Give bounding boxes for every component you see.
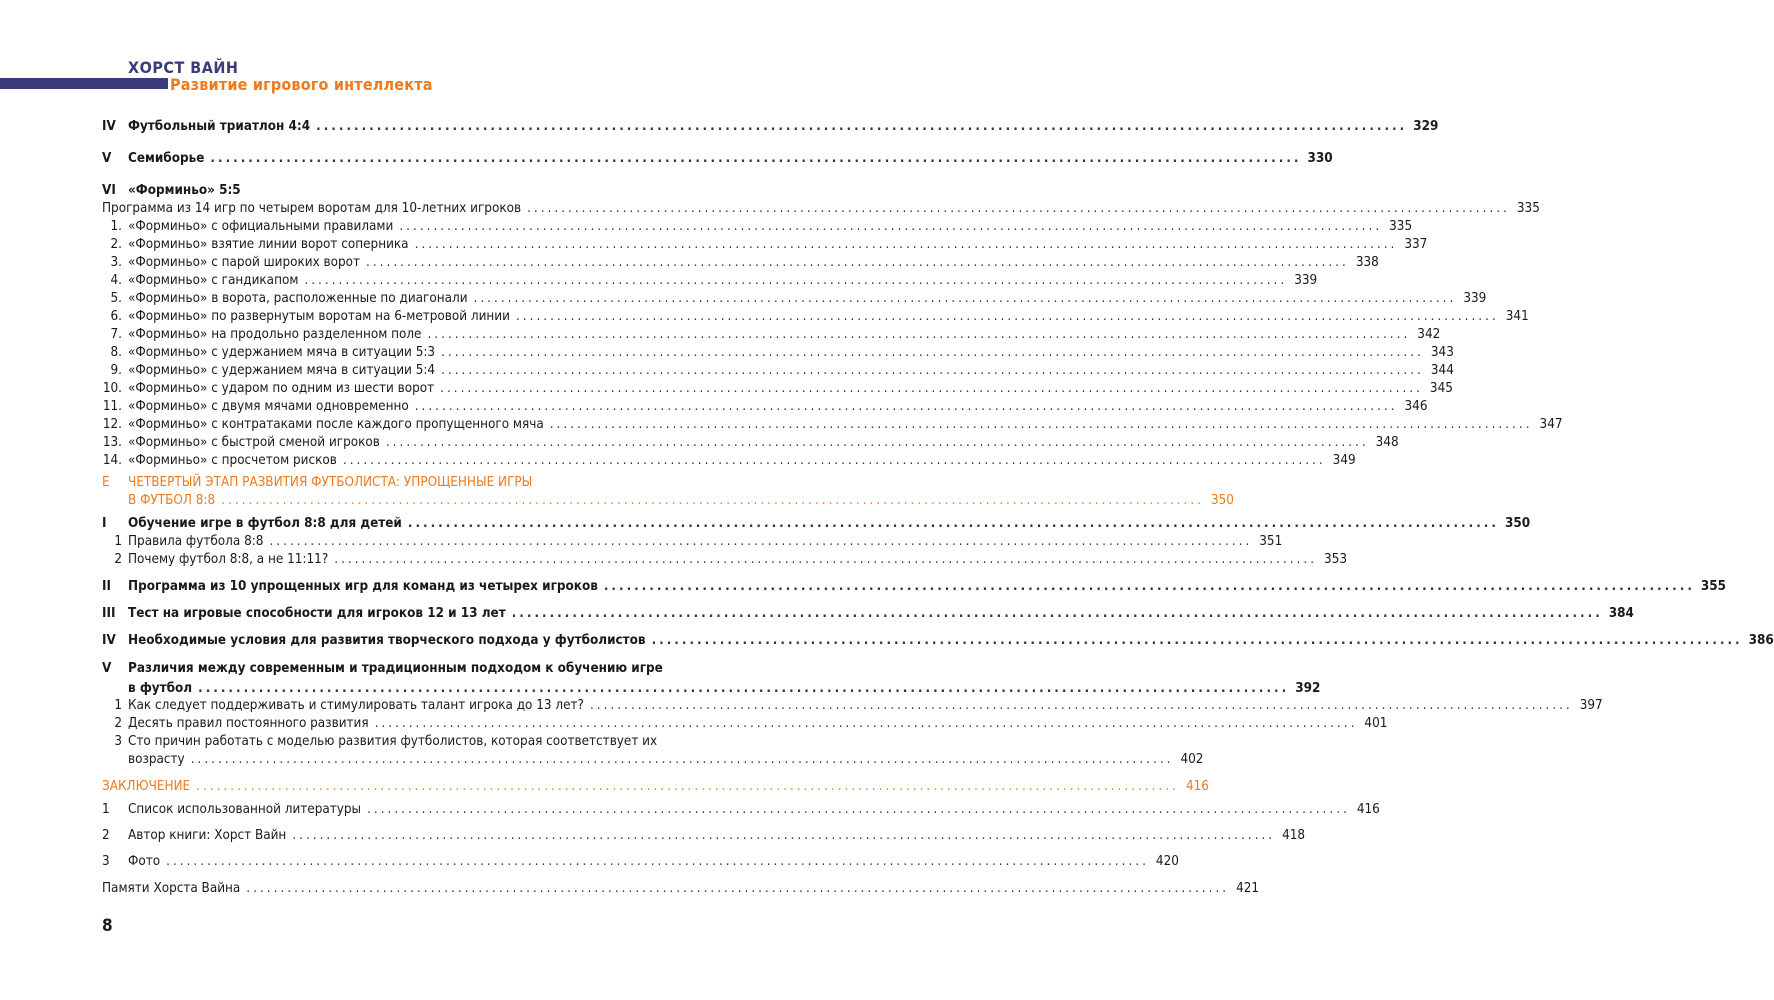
toc-leader-dots: ................................................................................................................................................ <box>473 291 1457 306</box>
toc-entry-page: 335 <box>1389 219 1413 234</box>
toc-entry-title: Памяти Хорста Вайна <box>102 881 241 896</box>
toc-entry-page: 337 <box>1404 237 1428 252</box>
toc-entry-number: V <box>102 661 112 676</box>
toc-entry-number: 9. <box>110 363 122 378</box>
toc-entry-number: 1 <box>114 534 122 549</box>
toc-entry <box>102 452 1356 470</box>
toc-entry-title: «Форминьо» с гандикапом <box>128 273 299 288</box>
toc-entry <box>102 680 1321 698</box>
toc-entry-title: «Форминьо» с двумя мячами одновременно <box>128 399 409 414</box>
toc-entry <box>102 308 1529 326</box>
toc-entry-page: 345 <box>1429 381 1453 396</box>
toc-entry-title: ЧЕТВЕРТЫЙ ЭТАП РАЗВИТИЯ ФУТБОЛИСТА: УПРОЩЕННЫЕ ИГРЫ <box>128 475 533 490</box>
toc-leader-dots: ................................................................................................................................................ <box>427 327 1411 342</box>
toc-entry <box>102 182 690 200</box>
toc-entry-number: I <box>102 516 107 531</box>
toc-entry-title: «Форминьо» с просчетом рисков <box>128 453 337 468</box>
toc-entry-title: Как следует поддерживать и стимулировать талант игрока до 13 лет? <box>128 698 584 713</box>
toc-entry-number: 1 <box>102 802 110 817</box>
toc-entry-number: IV <box>102 119 116 134</box>
toc-entry-page: 343 <box>1430 345 1454 360</box>
toc-entry-title: «Форминьо» взятие линии ворот соперника <box>128 237 409 252</box>
toc-leader-dots: ................................................................................................................................................ <box>374 716 1358 731</box>
toc-entry-page: 335 <box>1516 201 1540 216</box>
toc-entry <box>102 515 1531 533</box>
toc-entry-page: 397 <box>1579 698 1603 713</box>
toc-entry-page: 416 <box>1185 779 1209 794</box>
toc-leader-dots: ................................................................................................................................................ <box>603 579 1695 594</box>
toc-entry-title: Тест на игровые способности для игроков 12 и 13 лет <box>128 606 506 621</box>
toc-leader-dots: ................................................................................................................................................ <box>196 779 1179 794</box>
toc-entry-number: 13. <box>102 435 122 450</box>
toc-entry-title: Программа из 14 игр по четырем воротам для 10-летних игроков <box>102 201 522 216</box>
toc-entry-title: Необходимые условия для развития творческого подхода у футболистов <box>128 633 646 648</box>
toc-leader-dots: ................................................................................................................................................ <box>210 151 1302 166</box>
toc-entry-number: 3 <box>114 734 122 749</box>
toc-entry-number: 2 <box>102 828 110 843</box>
toc-leader-dots: ................................................................................................................................................ <box>440 381 1423 396</box>
toc-leader-dots: ................................................................................................................................................ <box>407 516 1499 531</box>
toc-entry-title: Футбольный триатлон 4:4 <box>128 119 311 134</box>
toc-entry-title: «Форминьо» с парой широких ворот <box>128 255 361 270</box>
toc-entry-title: Программа из 10 упрощенных игр для команд из четырех игроков <box>128 579 598 594</box>
toc-entry-number: 10. <box>102 381 122 396</box>
toc-entry-title: Правила футбола 8:8 <box>128 534 264 549</box>
toc-entry-page: 347 <box>1539 417 1563 432</box>
toc-leader-dots: ................................................................................................................................................ <box>441 363 1424 378</box>
book-subtitle: Развитие игрового интеллекта <box>170 75 433 94</box>
toc-entry-title: «Форминьо» по развернутым воротам на 6-метровой линии <box>128 309 510 324</box>
toc-leader-dots: ................................................................................................................................................ <box>342 453 1326 468</box>
toc-entry-title: Автор книги: Хорст Вайн <box>128 828 287 843</box>
toc-entry-title: Почему футбол 8:8, а не 11:11? <box>128 552 329 567</box>
toc-leader-dots: ................................................................................................................................................ <box>651 633 1743 648</box>
toc-leader-dots: ................................................................................................................................................ <box>399 219 1383 234</box>
toc-entry-number: 2 <box>114 716 122 731</box>
toc-entry-title: «Форминьо» с контратаками после каждого пропущенного мяча <box>128 417 544 432</box>
toc-entry-number: 5. <box>110 291 122 306</box>
toc-entry <box>102 697 1603 715</box>
toc-entry <box>102 880 1260 898</box>
toc-entry-page: 392 <box>1295 681 1321 696</box>
toc-entry-number: II <box>102 579 111 594</box>
toc-entry <box>102 492 1234 510</box>
toc-entry-page: 350 <box>1504 516 1531 531</box>
toc-leader-dots: ................................................................................................................................................ <box>316 119 1408 134</box>
toc-entry-number: VI <box>102 183 116 198</box>
toc-entry-title: Сто причин работать с моделью развития футболистов, которая соответствует их <box>128 734 658 749</box>
toc-leader-dots: ................................................................................................................................................ <box>334 552 1318 567</box>
toc-entry-title: «Форминьо» с удержанием мяча в ситуации 5:3 <box>128 345 436 360</box>
toc-leader-dots: ................................................................................................................................................ <box>414 237 1398 252</box>
toc-entry <box>102 290 1487 308</box>
toc-entry-page: 353 <box>1324 552 1348 567</box>
toc-entry-page: 341 <box>1505 309 1529 324</box>
author-name: ХОРСТ ВАЙН <box>128 58 239 77</box>
toc-leader-dots: ................................................................................................................................................ <box>511 606 1603 621</box>
toc-entry <box>102 236 1428 254</box>
toc-leader-dots: ................................................................................................................................................ <box>292 828 1276 843</box>
toc-leader-dots: ................................................................................................................................................ <box>269 534 1253 549</box>
toc-entry-title: Семиборье <box>128 151 205 166</box>
toc-entry <box>102 551 1348 569</box>
toc-entry-page: 355 <box>1700 579 1727 594</box>
toc-entry <box>102 344 1454 362</box>
toc-entry-title: «Форминьо» с ударом по одним из шести ворот <box>128 381 435 396</box>
toc-entry-page: 351 <box>1259 534 1283 549</box>
toc-leader-dots: ................................................................................................................................................ <box>221 493 1204 508</box>
toc-entry-number: 8. <box>110 345 122 360</box>
toc-entry-number: 1 <box>114 698 122 713</box>
toc-entry-page: 384 <box>1608 606 1634 621</box>
toc-entry-number: 12. <box>102 417 122 432</box>
toc-entry-number: 2 <box>114 552 122 567</box>
toc-entry <box>102 474 690 492</box>
toc-entry-page: 339 <box>1294 273 1318 288</box>
toc-leader-dots: ................................................................................................................................................ <box>190 752 1174 767</box>
toc-entry-number: 3. <box>110 255 122 270</box>
toc-entry <box>102 380 1453 398</box>
toc-entry <box>102 272 1318 290</box>
toc-leader-dots: ................................................................................................................................................ <box>166 854 1149 869</box>
toc-entry-number: E <box>102 475 110 490</box>
toc-entry-title: «Форминьо» с официальными правилами <box>128 219 394 234</box>
toc-leader-dots: ................................................................................................................................................ <box>304 273 1288 288</box>
toc-entry-page: 342 <box>1417 327 1441 342</box>
toc-entry <box>102 362 1454 380</box>
toc-entry <box>102 715 1388 733</box>
toc-entry-number: 6. <box>110 309 122 324</box>
toc-entry <box>102 605 1634 623</box>
toc-entry-title: ЗАКЛЮЧЕНИЕ <box>102 779 191 794</box>
toc-entry-number: V <box>102 151 112 166</box>
toc-entry-page: 350 <box>1210 493 1234 508</box>
toc-entry-page: 338 <box>1355 255 1379 270</box>
toc-entry-number: 3 <box>102 854 110 869</box>
toc-entry-number: 7. <box>110 327 122 342</box>
toc-entry-title: «Форминьо» 5:5 <box>128 183 241 198</box>
toc-entry-page: 401 <box>1364 716 1388 731</box>
toc-entry-page: 418 <box>1282 828 1306 843</box>
toc-leader-dots: ................................................................................................................................................ <box>527 201 1510 216</box>
toc-entry-title: Фото <box>128 854 161 869</box>
toc-entry <box>102 827 1306 845</box>
toc-entry-number: 14. <box>102 453 122 468</box>
toc-entry-page: 346 <box>1404 399 1428 414</box>
toc-entry-page: 344 <box>1430 363 1454 378</box>
toc-entry <box>102 326 1441 344</box>
toc-leader-dots: ................................................................................................................................................ <box>246 881 1230 896</box>
toc-entry-page: 330 <box>1307 151 1333 166</box>
toc-entry-page: 421 <box>1236 881 1260 896</box>
toc-entry-number: 11. <box>102 399 122 414</box>
toc-entry <box>102 416 1563 434</box>
toc-entry <box>102 853 1179 871</box>
toc-entry-page: 349 <box>1332 453 1356 468</box>
toc-entry-number: IV <box>102 633 116 648</box>
toc-entry <box>102 751 1204 769</box>
toc-leader-dots: ................................................................................................................................................ <box>367 802 1350 817</box>
toc-leader-dots: ................................................................................................................................................ <box>198 681 1290 696</box>
toc-entry-page: 386 <box>1748 633 1774 648</box>
toc-entry-page: 339 <box>1463 291 1487 306</box>
toc-entry-title: В ФУТБОЛ 8:8 <box>128 493 216 508</box>
toc-entry-title: «Форминьо» на продольно разделенном поле <box>128 327 422 342</box>
toc-entry-title: Десять правил постоянного развития <box>128 716 369 731</box>
toc-leader-dots: ................................................................................................................................................ <box>515 309 1499 324</box>
running-header <box>0 58 759 100</box>
toc-entry-title: Обучение игре в футбол 8:8 для детей <box>128 516 402 531</box>
toc-entry-number: 2. <box>110 237 122 252</box>
toc-entry <box>102 200 1540 218</box>
toc-entry-title: «Форминьо» в ворота, расположенные по диагонали <box>128 291 468 306</box>
toc-leader-dots: ................................................................................................................................................ <box>366 255 1349 270</box>
toc-entry-title: Различия между современным и традиционным подходом к обучению игре <box>128 661 663 676</box>
page-number: 8 <box>102 916 113 936</box>
toc-leader-dots: ................................................................................................................................................ <box>385 435 1369 450</box>
toc-entry <box>102 660 690 678</box>
toc-entry-title: в футбол <box>128 681 193 696</box>
toc-entry <box>102 254 1379 272</box>
toc-entry-page: 420 <box>1155 854 1179 869</box>
toc-entry <box>102 632 1774 650</box>
toc-entry <box>102 801 1380 819</box>
toc-leader-dots: ................................................................................................................................................ <box>441 345 1424 360</box>
toc-entry-title: «Форминьо» с быстрой сменой игроков <box>128 435 380 450</box>
toc-leader-dots: ................................................................................................................................................ <box>414 399 1398 414</box>
toc-entry <box>102 398 1428 416</box>
toc-leader-dots: ................................................................................................................................................ <box>549 417 1533 432</box>
toc-entry <box>102 778 1209 796</box>
toc-entry <box>102 118 1439 136</box>
toc-entry-page: 416 <box>1356 802 1380 817</box>
toc-entry-number: 1. <box>110 219 122 234</box>
toc-entry-page: 329 <box>1413 119 1439 134</box>
toc-entry <box>102 218 1413 236</box>
header-color-band <box>0 78 168 89</box>
toc-entry-title: «Форминьо» с удержанием мяча в ситуации 5:4 <box>128 363 436 378</box>
toc-entry-page: 348 <box>1375 435 1399 450</box>
toc-entry <box>102 434 1399 452</box>
toc-entry-number: 4. <box>110 273 122 288</box>
toc-entry <box>102 533 1283 551</box>
toc-entry <box>102 150 1333 168</box>
toc-leader-dots: ................................................................................................................................................ <box>589 698 1573 713</box>
toc-entry <box>102 578 1727 596</box>
toc-entry <box>102 733 690 751</box>
toc-entry-title: возрасту <box>128 752 185 767</box>
toc-entry-number: III <box>102 606 116 621</box>
toc-entry-page: 402 <box>1180 752 1204 767</box>
toc-entry-title: Список использованной литературы <box>128 802 362 817</box>
